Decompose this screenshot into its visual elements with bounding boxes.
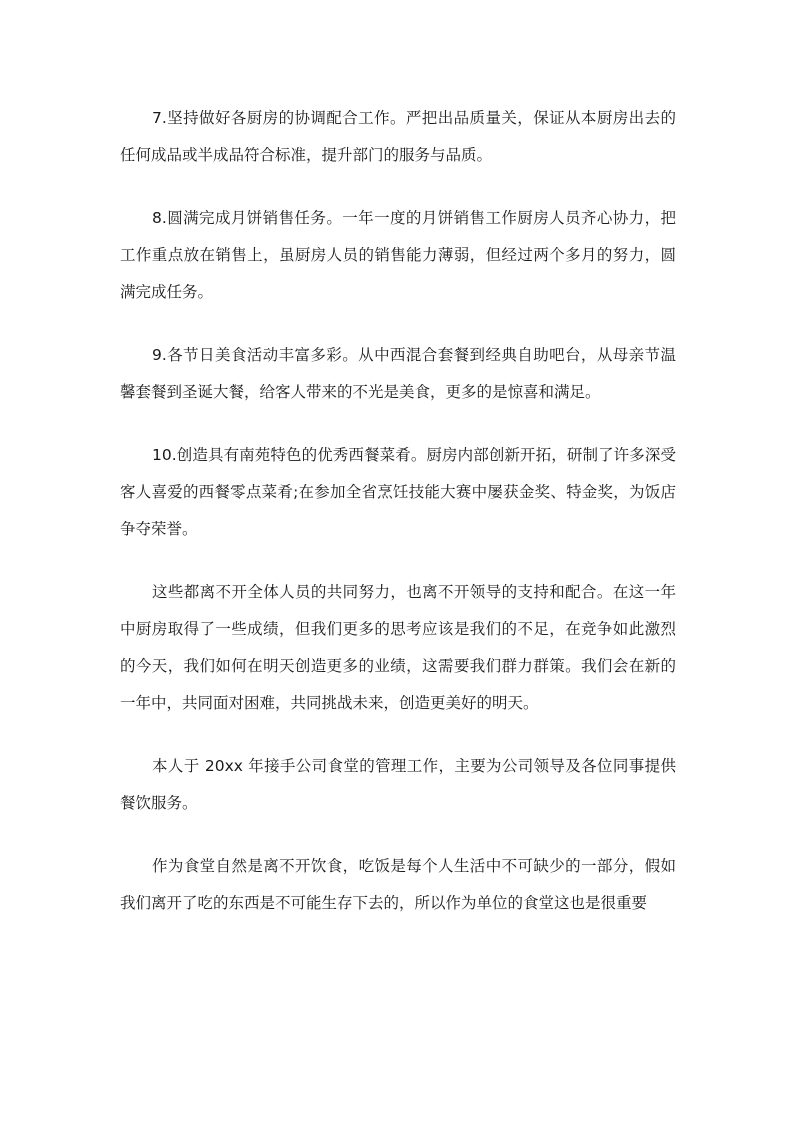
paragraph-summary: 这些都离不开全体人员的共同努力，也离不开领导的支持和配合。在这一年中厨房取得了一些成绩，但我们更多的思考应该是我们的不足，在竞争如此激烈的今天，我们如何在明天创造更多的业绩，这需要我们群力群策。我们会在新的一年中，共同面对困难，共同挑战未来，创造更美好的明天。 bbox=[120, 583, 676, 712]
paragraph-canteen-importance: 作为食堂自然是离不开饮食，吃饭是每个人生活中不可缺少的一部分，假如我们离开了吃的东西是不可能生存下去的，所以作为单位的食堂这也是很重要 bbox=[120, 857, 676, 912]
paragraph-item-10: 10.创造具有南苑特色的优秀西餐菜肴。厨房内部创新开拓，研制了许多深受客人喜爱的西餐零点菜肴;在参加全省烹饪技能大赛中屡获金奖、特金奖，为饭店争夺荣誉。 bbox=[120, 446, 676, 538]
paragraph-item-9: 9.各节日美食活动丰富多彩。从中西混合套餐到经典自助吧台，从母亲节温馨套餐到圣诞大餐，给客人带来的不光是美食，更多的是惊喜和满足。 bbox=[120, 346, 676, 401]
paragraph-item-8: 8.圆满完成月饼销售任务。一年一度的月饼销售工作厨房人员齐心协力，把工作重点放在销售上，虽厨房人员的销售能力薄弱，但经过两个多月的努力，圆满完成任务。 bbox=[120, 209, 676, 301]
paragraph-canteen-intro: 本人于 20xx 年接手公司食堂的管理工作，主要为公司领导及各位同事提供餐饮服务。 bbox=[120, 757, 676, 812]
paragraph-item-7: 7.坚持做好各厨房的协调配合工作。严把出品质量关，保证从本厨房出去的任何成品或半成品符合标准，提升部门的服务与品质。 bbox=[120, 109, 676, 164]
document-body bbox=[120, 100, 676, 922]
